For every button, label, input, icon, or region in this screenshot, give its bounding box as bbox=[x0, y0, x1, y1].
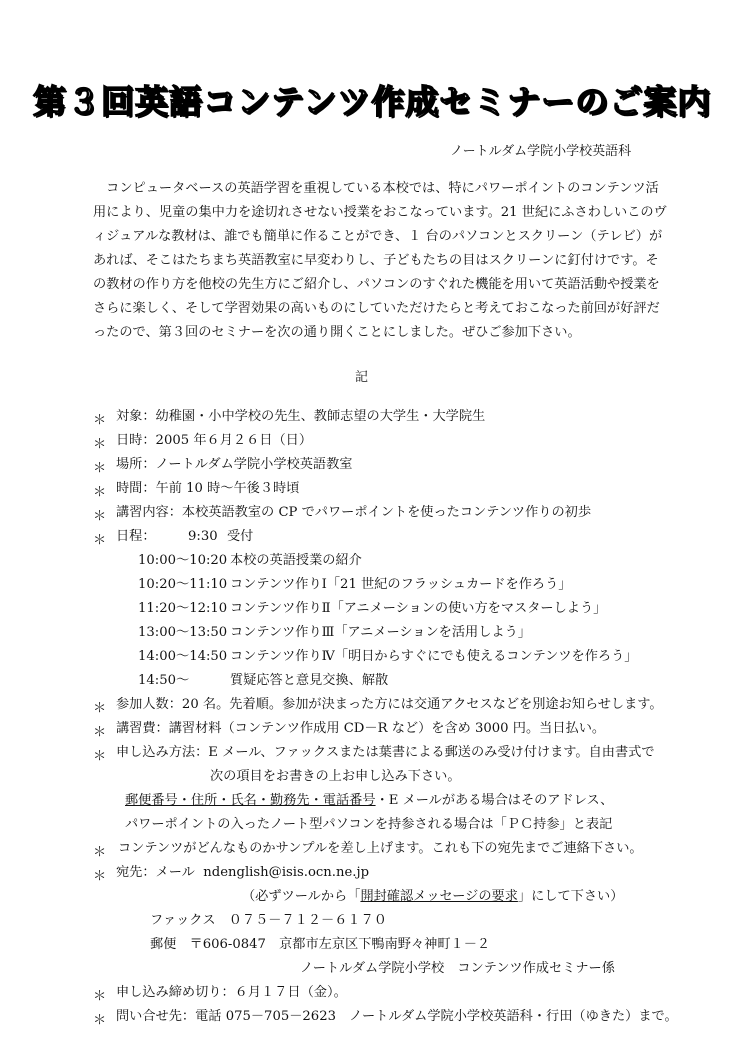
item-content: 講習内容：本校英語教室の CP でパワーポイントを使ったコンテンツ作りの初歩 bbox=[116, 505, 592, 520]
bullet-mark: ＊ bbox=[93, 749, 107, 764]
item-apply-cont: 次の項目をお書きの上お申し込み下さい。 bbox=[210, 769, 461, 784]
schedule-time: 14:50～ bbox=[138, 673, 190, 688]
bullet-mark: ＊ bbox=[93, 533, 107, 548]
read-receipt-option: 開封確認メッセージの要求 bbox=[360, 889, 518, 904]
item-apply-pc: パワーポイントの入ったノート型パソコンを持参される場合は「ＰＣ持参」と表記 bbox=[125, 817, 613, 832]
bullet-mark: ＊ bbox=[93, 509, 107, 524]
schedule-time: 11:20～12:10 bbox=[138, 601, 228, 616]
schedule-desc: コンテンツ作りⅠ「21 世紀のフラッシュカードを作ろう」 bbox=[230, 577, 572, 592]
intro-line: あれば、そこはたちまち英語教室に早変わりし、子どもたちの目はスクリーンに釘付けです。そ bbox=[93, 253, 659, 268]
bullet-mark: ＊ bbox=[93, 461, 107, 476]
bullet-mark: ＊ bbox=[93, 989, 107, 1004]
schedule-desc: 質疑応答と意見交換、解散 bbox=[230, 673, 389, 688]
required-fields: 郵便番号・住所・氏名・勤務先・電話番号 bbox=[125, 793, 376, 808]
item-apply: 申し込み方法：E メール、ファックスまたは葉書による郵送のみ受け付けます。自由書式で bbox=[116, 745, 655, 760]
postal-address: 郵便 〒606-0847 京都市左京区下鴨南野々神町１－２ bbox=[150, 937, 491, 952]
intro-line: コンピュータベースの英語学習を重視している本校では、特にパワーポイントのコンテンツ活 bbox=[93, 181, 659, 196]
item-address bbox=[116, 863, 369, 883]
ki-heading: 記 bbox=[355, 370, 369, 385]
schedule-label: 日程： bbox=[116, 529, 156, 544]
item-time: 時間：午前 10 時～午後３時頃 bbox=[116, 481, 300, 496]
schedule-time: 10:00～10:20 bbox=[138, 553, 228, 568]
schedule-desc: 本校の英語授業の紹介 bbox=[230, 553, 362, 568]
intro-line: の教材の作り方を他校の先生方にご紹介し、パソコンのすぐれた機能を用いて英語活動や授業を bbox=[93, 277, 660, 292]
bullet-mark: ＊ bbox=[93, 869, 107, 884]
schedule-desc: コンテンツ作りⅡ「アニメーションの使い方をマスターしよう」 bbox=[230, 601, 607, 616]
item-target: 対象：幼稚園・小中学校の先生、教師志望の大学生・大学院生 bbox=[116, 409, 486, 424]
bullet-mark: ＊ bbox=[93, 1013, 107, 1028]
schedule-desc: コンテンツ作りⅣ「明日からすぐにでも使えるコンテンツを作ろう」 bbox=[230, 649, 638, 664]
bullet-mark: ＊ bbox=[93, 701, 107, 716]
bullet-mark: ＊ bbox=[93, 485, 107, 500]
address-note bbox=[242, 887, 623, 907]
item-sample: コンテンツがどんなものかサンプルを差し上げます。これも下の宛先までご連絡下さい。 bbox=[118, 841, 643, 856]
item-place: 場所：ノートルダム学院小学校英語教室 bbox=[116, 457, 353, 472]
bullet-mark: ＊ bbox=[93, 725, 107, 740]
item-fee: 講習費：講習材料（コンテンツ作成用 CD－R など）を含め 3000 円。当日払い。 bbox=[116, 721, 606, 736]
schedule-desc: コンテンツ作りⅢ「アニメーションを活用しよう」 bbox=[230, 625, 531, 640]
page-title: 第３回英語コンテンツ作成セミナーのご案内 bbox=[32, 82, 712, 121]
note-prefix: （必ずツールから「 bbox=[242, 889, 361, 904]
organization-name: ノートルダム学院小学校英語科 bbox=[450, 144, 632, 159]
note-suffix: 」にして下さい） bbox=[517, 889, 624, 904]
bullet-mark: ＊ bbox=[93, 437, 107, 452]
item-date: 日時：2005 年６月２６日（日） bbox=[116, 433, 313, 448]
item-apply-fields bbox=[125, 791, 613, 811]
schedule-time: 14:00～14:50 bbox=[138, 649, 228, 664]
item-participants: 参加人数：20 名。先着順。参加が決まった方には交通アクセスなどを別途お知らせします。 bbox=[116, 697, 663, 712]
bullet-mark: ＊ bbox=[93, 413, 107, 428]
bullet-mark: ＊ bbox=[93, 845, 107, 860]
schedule-time: 10:20～11:10 bbox=[138, 577, 228, 592]
intro-line: ィジュアルな教材は、誰でも簡単に作ることができ、１ 台のパソコンとスクリーン（テレビ）が bbox=[93, 229, 663, 244]
email-note: ・E メールがある場合はそのアドレス、 bbox=[375, 793, 614, 808]
intro-line: 用により、児童の集中力を途切れさせない授業をおこなっています。21 世紀にふさわしいこのヴ bbox=[93, 205, 667, 220]
intro-line: さらに楽しく、そして学習効果の高いものにしていただけたらと考えておこなった前回が好評だ bbox=[93, 301, 660, 316]
address-label: 宛先：メール bbox=[116, 865, 195, 880]
schedule-time: 9:30 bbox=[188, 529, 218, 544]
item-contact: 問い合せ先：電話 075－705－2623 ノートルダム学院小学校英語科・行田（ゆきた）まで。 bbox=[116, 1009, 678, 1024]
email-address: ndenglish@isis.ocn.ne.jp bbox=[203, 865, 370, 880]
postal-recipient: ノートルダム学院小学校 コンテンツ作成セミナー係 bbox=[300, 961, 615, 976]
item-deadline: 申し込み締め切り：６月１７日（金）。 bbox=[116, 985, 347, 1000]
schedule-desc: 受付 bbox=[227, 529, 254, 544]
schedule-time: 13:00～13:50 bbox=[138, 625, 228, 640]
fax-number: ファックス ０７５－７１２－６１７０ bbox=[150, 913, 387, 928]
intro-line: ったので、第３回のセミナーを次の通り開くことにしました。ぜひご参加下さい。 bbox=[93, 325, 581, 340]
